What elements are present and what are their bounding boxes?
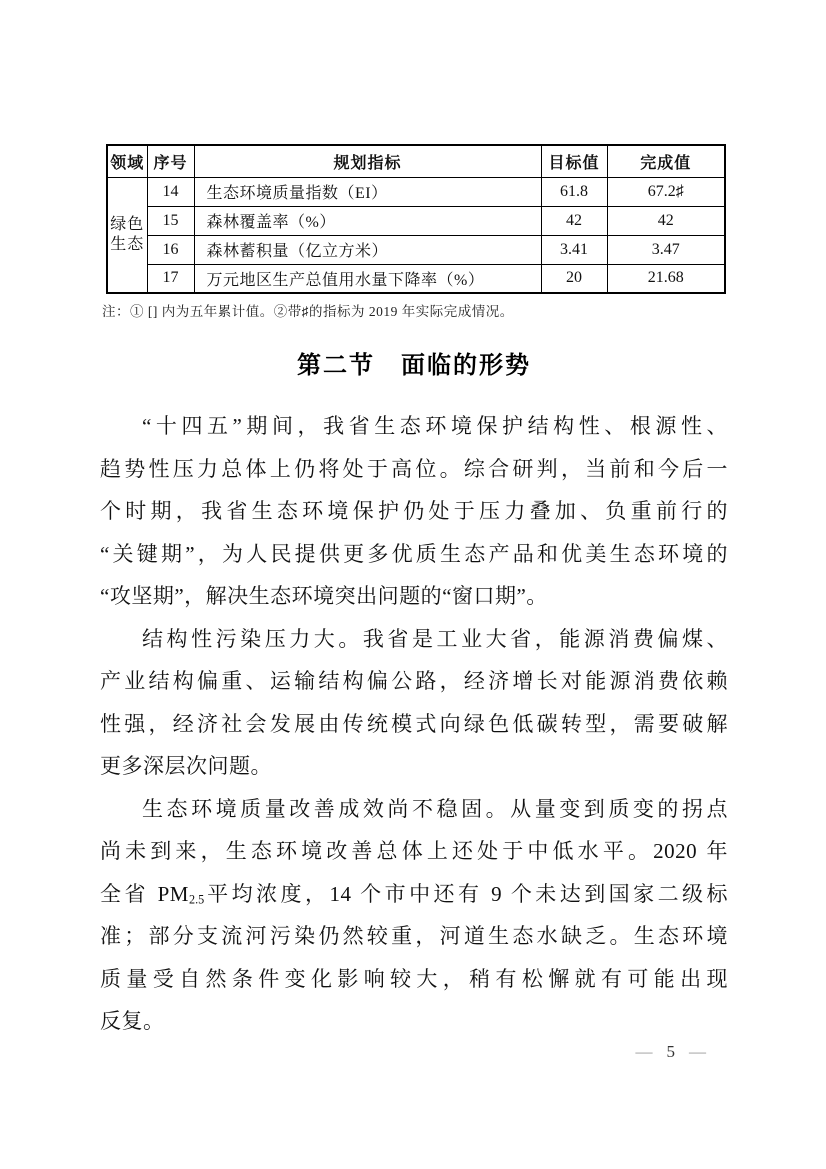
- column-header-done: 完成值: [607, 145, 725, 177]
- row-done: 3.47: [607, 235, 725, 264]
- column-header-no: 序号: [147, 145, 194, 177]
- row-no: 17: [147, 264, 194, 293]
- row-indicator: 生态环境质量指数（EI）: [194, 177, 541, 206]
- body-line: 质量受自然条件变化影响较大，稍有松懈就有可能出现: [100, 966, 728, 991]
- row-target: 61.8: [541, 177, 607, 206]
- body-line: “攻坚期”，解决生态环境突出问题的“窗口期”。: [100, 584, 548, 608]
- row-done: 67.2♯: [607, 177, 725, 206]
- table-footnote: 注：① [] 内为五年累计值。②带♯的指标为 2019 年实际完成情况。: [102, 304, 514, 319]
- body-line: 性强，经济社会发展由传统模式向绿色低碳转型，需要破解: [100, 711, 728, 736]
- body-line: 全省 $PM_{2.5}$平均浓度，14 个市中还有 9 个未达到国家二级标: [100, 881, 729, 907]
- body-line: 趋势性压力总体上仍将处于高位。综合研判，当前和今后一: [100, 456, 728, 481]
- paragraph: [100, 788, 728, 1043]
- row-done: 42: [607, 206, 725, 235]
- row-indicator: 万元地区生产总值用水量下降率（%）: [194, 264, 541, 293]
- row-target: 20: [541, 264, 607, 293]
- body-line: 产业结构偏重、运输结构偏公路，经济增长对能源消费依赖: [100, 669, 728, 693]
- page-number-dash: —: [635, 1042, 653, 1061]
- row-no: 15: [147, 206, 194, 235]
- domain-label-line: 绿色: [110, 215, 145, 233]
- column-header-target: 目标值: [541, 145, 607, 177]
- domain-group-cell: [107, 177, 147, 293]
- row-indicator: 森林覆盖率（%）: [194, 206, 541, 235]
- column-header-indicator: 规划指标: [194, 145, 541, 177]
- page-content: [100, 144, 728, 1043]
- body-line: 个时期，我省生态环境保护仍处于压力叠加、负重前行的: [100, 499, 728, 523]
- row-target: 3.41: [541, 235, 607, 264]
- table-header-row: [107, 145, 725, 177]
- body-line: “十四五”期间，我省生态环境保护结构性、根源性、: [142, 414, 728, 438]
- indicator-table: [106, 144, 726, 294]
- row-target: 42: [541, 206, 607, 235]
- body-text: [100, 405, 728, 1043]
- table-row: [107, 264, 725, 293]
- page-number-dash: —: [689, 1042, 706, 1061]
- table-row: [107, 206, 725, 235]
- page-number-value: 5: [666, 1042, 675, 1061]
- column-header-domain: 领域: [107, 145, 147, 177]
- page-number: [636, 1042, 707, 1062]
- row-no: 16: [147, 235, 194, 264]
- row-done: 21.68: [607, 264, 725, 293]
- table-row: [107, 235, 725, 264]
- body-line: 结构性污染压力大。我省是工业大省，能源消费偏煤、: [142, 626, 728, 651]
- body-line: 反复。: [100, 1009, 165, 1033]
- table-row: [107, 177, 725, 206]
- row-no: 14: [147, 177, 194, 206]
- domain-label-line: 生态: [110, 235, 145, 253]
- body-line: “关键期”，为人民提供更多优质生态产品和优美生态环境的: [100, 541, 728, 566]
- body-line: 准；部分支流河污染仍然较重，河道生态水缺乏。生态环境: [100, 924, 728, 948]
- body-line: 尚未到来，生态环境改善总体上还处于中低水平。2020 年: [100, 839, 728, 863]
- row-indicator: 森林蓄积量（亿立方米）: [194, 235, 541, 264]
- paragraph: [100, 405, 728, 618]
- body-line: 生态环境质量改善成效尚不稳固。从量变到质变的拐点: [142, 796, 728, 821]
- section-title: 第二节 面临的形势: [297, 352, 531, 379]
- paragraph: [100, 618, 728, 788]
- body-line: 更多深层次问题。: [100, 754, 272, 778]
